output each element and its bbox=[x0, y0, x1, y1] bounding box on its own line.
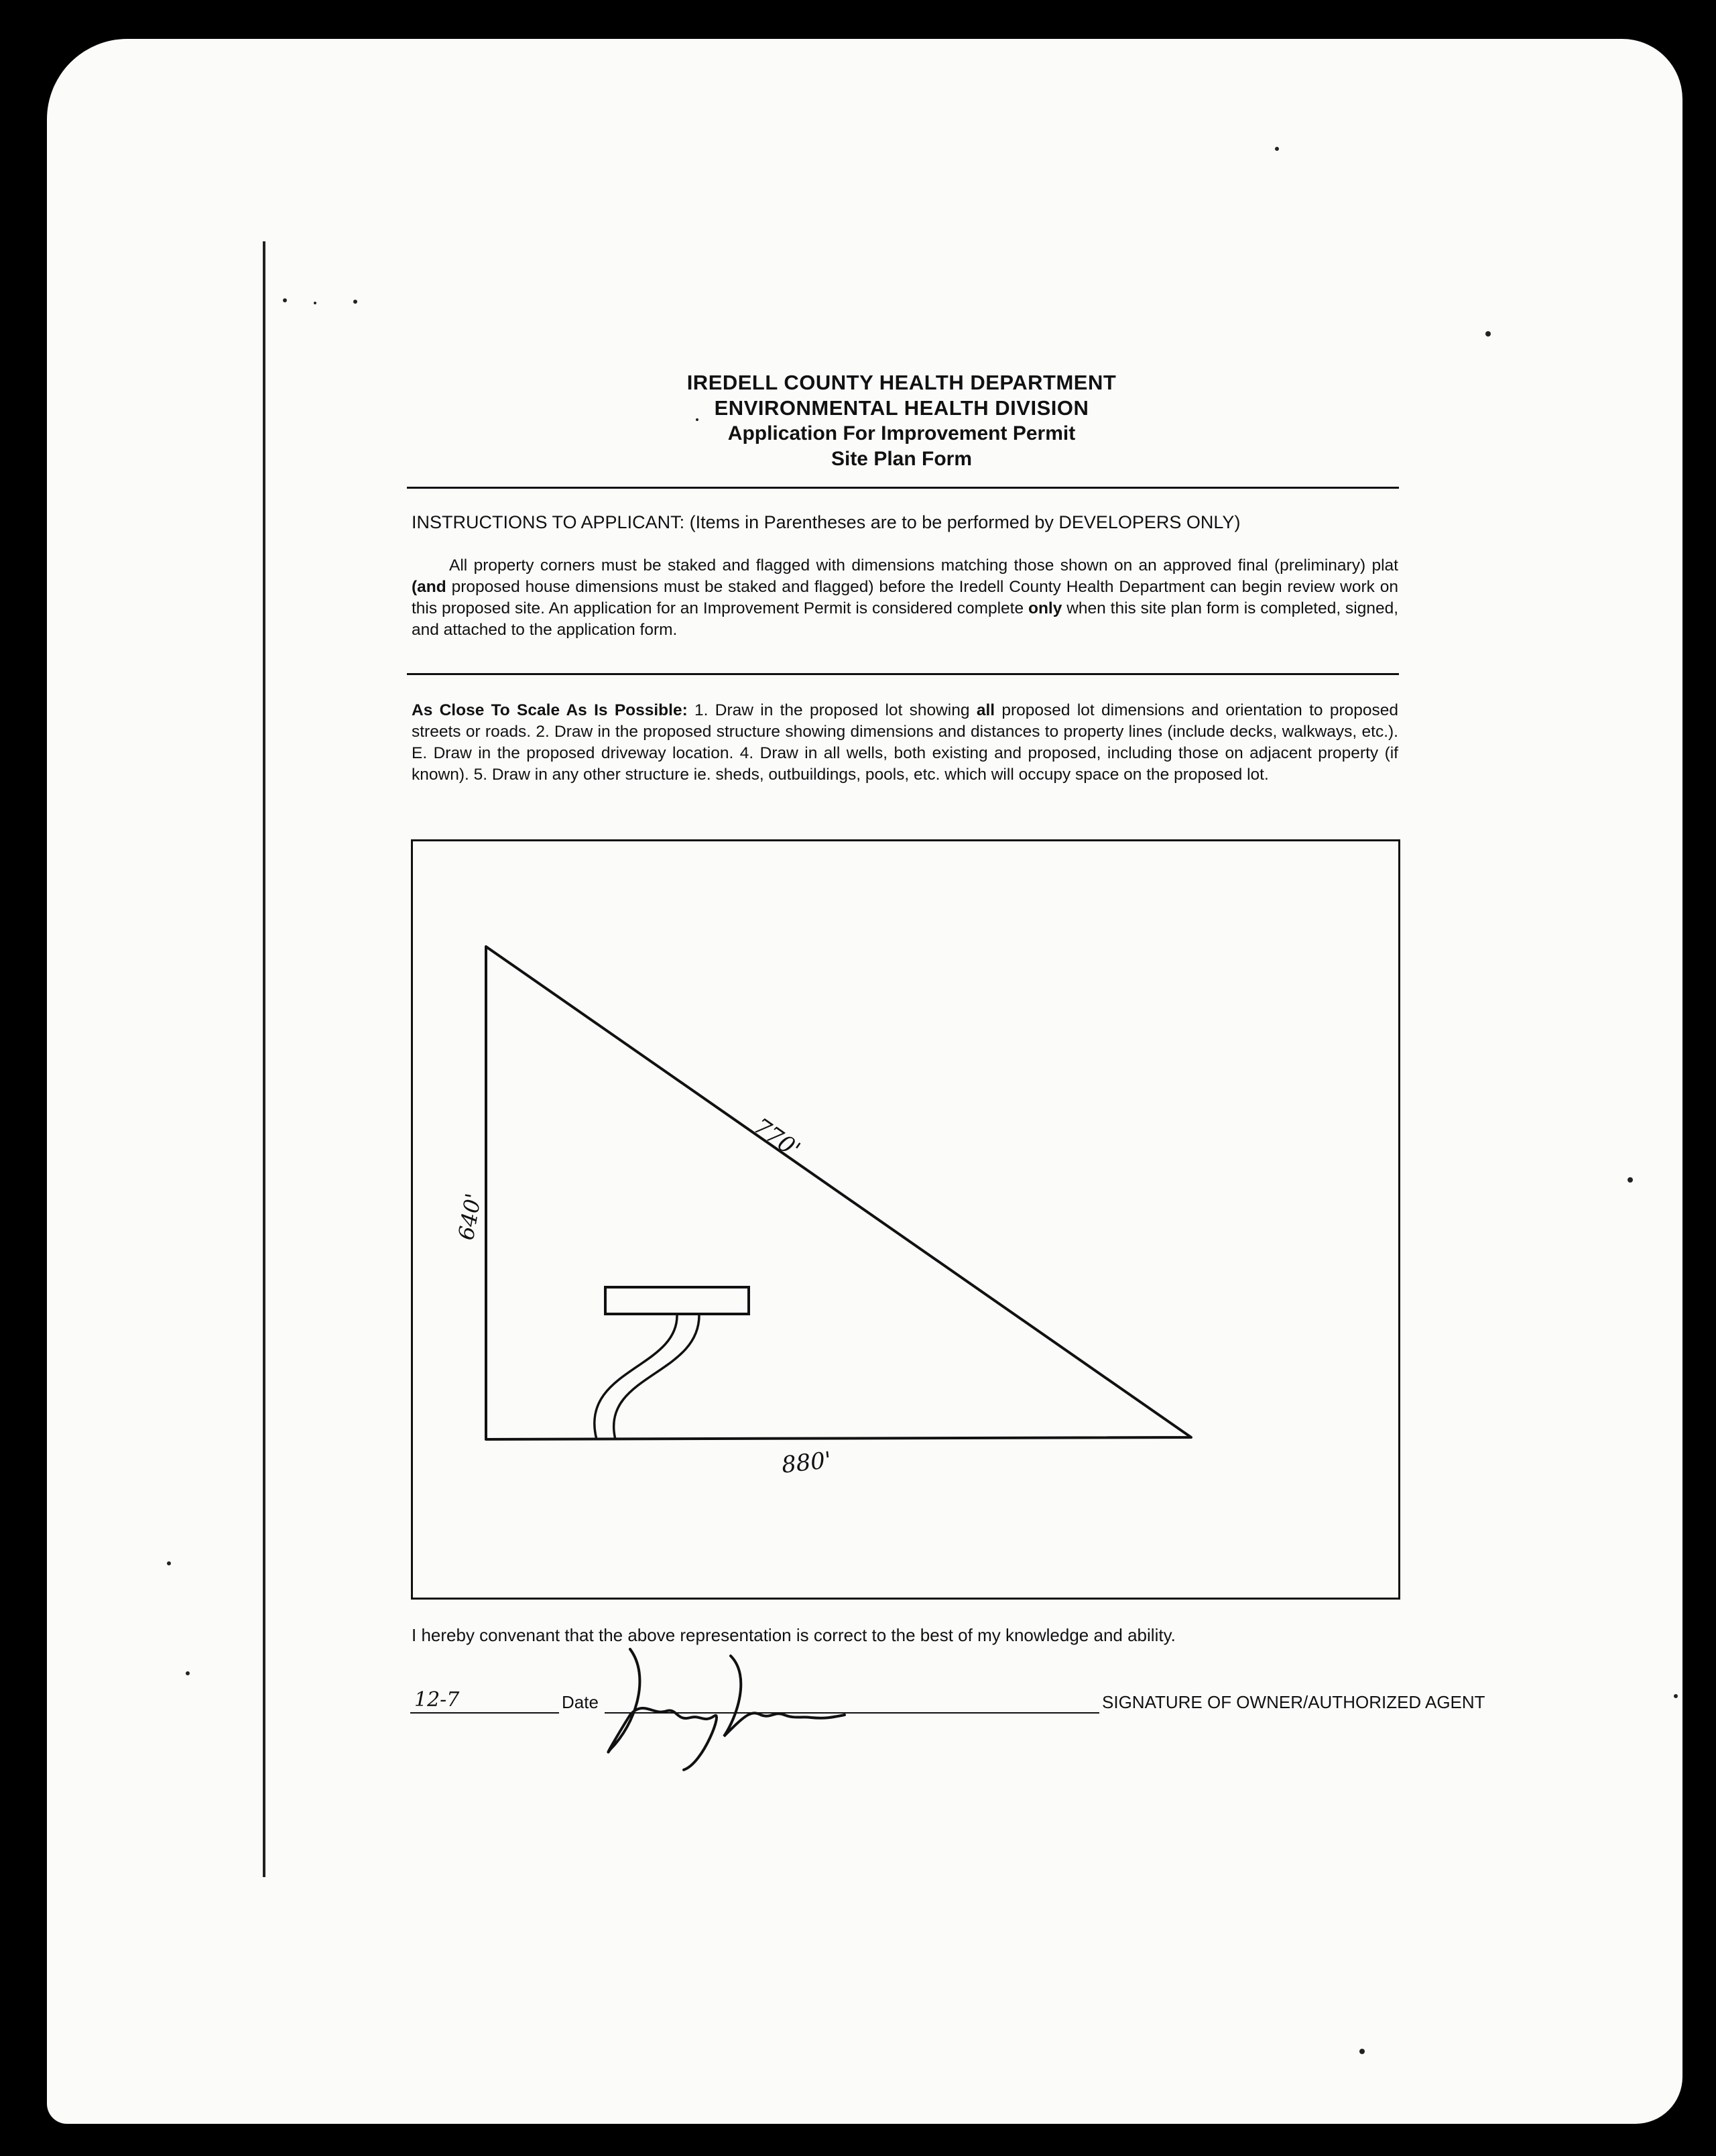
header-form-name: Site Plan Form bbox=[831, 448, 973, 470]
instructions-text-part: All property corners must be staked and flagged with dimensions matching those shown on an approved final (preliminary) plat bbox=[449, 556, 1398, 575]
header-department: IREDELL COUNTY HEALTH DEPARTMENT bbox=[686, 371, 1117, 394]
scale-text-bold: all bbox=[976, 701, 995, 719]
date-value: 12-7 bbox=[414, 1688, 460, 1712]
instructions-text-bold: (and bbox=[412, 578, 446, 596]
date-label: Date bbox=[562, 1692, 599, 1712]
scale-text-part: 1. Draw in the proposed lot showing bbox=[687, 701, 977, 719]
signature-label: SIGNATURE OF OWNER/AUTHORIZED AGENT bbox=[1102, 1692, 1485, 1712]
scale-heading: As Close To Scale As Is Possible: bbox=[412, 701, 688, 719]
header-application: Application For Improvement Permit bbox=[727, 422, 1076, 444]
base-dimension: 880' bbox=[780, 1447, 833, 1479]
hypotenuse-dimension: 770' bbox=[749, 1113, 805, 1164]
instructions-title: INSTRUCTIONS TO APPLICANT: (Items in Parentheses are to be performed by DEVELOPERS ONLY) bbox=[412, 512, 1241, 532]
header-division: ENVIRONMENTAL HEALTH DIVISION bbox=[714, 396, 1089, 420]
scale-text-part: proposed lot dimensions and orientation to proposed streets or roads. 2. Draw in the proposed structure showing dimensions and distances to property lines (include decks, walkways, etc.). E. Draw in the proposed driveway location. 4. Draw in all wells, both existing and proposed, including those on adjacent property (if known). 5. Draw in any other structure ie. sheds, outbuildings, pools, etc. which will occupy space on the proposed lot. bbox=[412, 701, 1399, 784]
instructions-text-part: proposed house dimensions must be staked and flagged) before the Iredell County Health Department can begin review work on this proposed site. An application for an Improvement Permit is considered complete bbox=[412, 578, 1398, 617]
covenant-statement: I hereby convenant that the above representation is correct to the best of my knowledge and ability. bbox=[412, 1625, 1176, 1645]
left-side-dimension: 640' bbox=[453, 1191, 487, 1242]
instructions-text-part: when this site plan form is completed, signed, and attached to the application form. bbox=[412, 599, 1399, 639]
instructions-text-bold: only bbox=[1028, 599, 1062, 617]
